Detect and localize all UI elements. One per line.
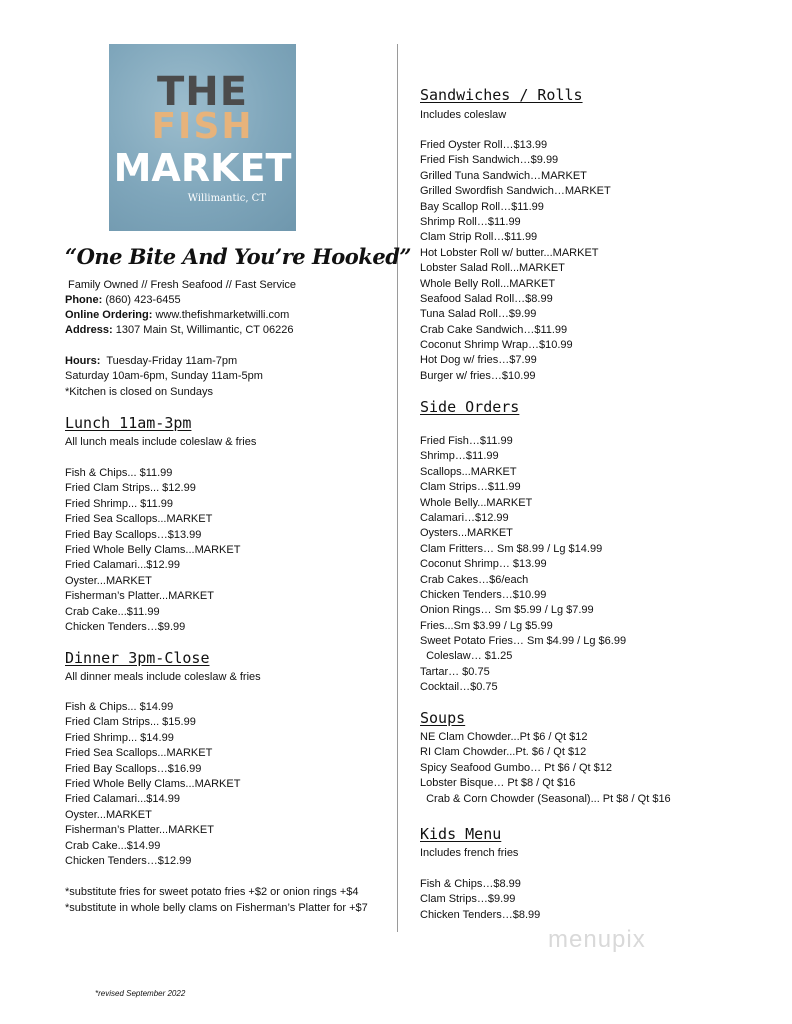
menu-item: Oyster...MARKET — [65, 574, 152, 587]
sides-list — [420, 434, 626, 696]
menu-item: Calamari…$12.99 — [420, 511, 509, 524]
menu-item: Fried Shrimp... $11.99 — [65, 497, 174, 510]
menu-item: Fries...Sm $3.99 / Lg $5.99 — [420, 619, 553, 632]
menu-item: Fried Whole Belly Clams...MARKET — [65, 543, 241, 556]
menu-item: Crab Cakes…$6/each — [420, 573, 529, 586]
online-url: www.thefishmarketwilli.com — [155, 309, 290, 321]
menu-item: Fried Sea Scallops...MARKET — [65, 747, 213, 760]
menu-item: Fried Fish…$11.99 — [420, 435, 513, 447]
menu-item: Grilled Swordfish Sandwich…MARKET — [420, 185, 611, 198]
menu-item: Crab Cake...$11.99 — [65, 605, 160, 618]
dinner-list — [65, 700, 240, 869]
menu-item: Crab & Corn Chowder (Seasonal)... Pt $8 / Qt $16 — [420, 792, 671, 805]
menu-item: Clam Strip Roll…$11.99 — [420, 231, 538, 244]
menu-item: Fried Clam Strips... $12.99 — [65, 482, 196, 495]
menu-item: Fried Oyster Roll…$13.99 — [420, 139, 548, 151]
menu-item: Fried Bay Scallops…$13.99 — [65, 528, 202, 541]
logo-line-fish: FISH — [151, 106, 254, 147]
menu-item: Sweet Potato Fries… Sm $4.99 / Lg $6.99 — [420, 635, 627, 648]
menu-item: Grilled Tuna Sandwich…MARKET — [420, 169, 587, 182]
menu-item: Hot Lobster Roll w/ butter...MARKET — [420, 246, 599, 259]
kids-list — [420, 877, 540, 923]
online-label: Online Ordering: — [65, 309, 153, 321]
tagline: “One Bite And You’re Hooked” — [65, 244, 411, 269]
substitution-note-2: *substitute in whole belly clams on Fisherman’s Platter for +$7 — [65, 902, 368, 914]
menu-item: Fried Sea Scallops...MARKET — [65, 513, 213, 526]
hours-line-3: *Kitchen is closed on Sundays — [65, 386, 213, 398]
menu-item: Oyster...MARKET — [65, 808, 152, 821]
online-line — [65, 308, 289, 322]
dinner-note: All dinner meals include coleslaw & fries — [65, 671, 261, 683]
hours-weekday: Tuesday-Friday 11am-7pm — [106, 355, 238, 367]
menu-item: Whole Belly Roll...MARKET — [420, 277, 556, 290]
menu-item: Oysters...MARKET — [420, 527, 513, 540]
menu-item: Scallops...MARKET — [420, 465, 517, 478]
lunch-note: All lunch meals include coleslaw & fries — [65, 436, 257, 448]
substitution-note-1: *substitute fries for sweet potato fries +$2 or onion rings +$4 — [65, 886, 359, 898]
menu-item: Fried Bay Scallops…$16.99 — [65, 762, 202, 775]
menu-item: Seafood Salad Roll…$8.99 — [420, 292, 553, 305]
menu-item: Chicken Tenders…$10.99 — [420, 588, 547, 601]
lunch-list — [65, 466, 240, 635]
menu-item: Onion Rings… Sm $5.99 / Lg $7.99 — [420, 604, 594, 617]
menu-item: Coconut Shrimp… $13.99 — [420, 558, 547, 571]
menu-item: Clam Strips…$9.99 — [420, 893, 516, 906]
sides-heading: Side Orders — [420, 398, 520, 416]
phone-label: Phone: — [65, 294, 103, 306]
menu-item: Chicken Tenders…$9.99 — [65, 620, 186, 633]
menu-item: Crab Cake...$14.99 — [65, 839, 161, 852]
lunch-heading: Lunch 11am-3pm — [65, 414, 192, 432]
menu-item: NE Clam Chowder...Pt $6 / Qt $12 — [420, 731, 588, 743]
hours-label: Hours: — [65, 355, 101, 367]
address-label: Address: — [65, 324, 113, 336]
hours-line-2: Saturday 10am-6pm, Sunday 11am-5pm — [65, 370, 263, 382]
menu-item: Crab Cake Sandwich…$11.99 — [420, 323, 568, 336]
menu-item: Clam Strips…$11.99 — [420, 481, 521, 494]
subtitle: Family Owned // Fresh Seafood // Fast Service — [68, 279, 297, 291]
menu-item: Shrimp…$11.99 — [420, 450, 499, 463]
address-text: 1307 Main St, Willimantic, CT 06226 — [115, 324, 294, 336]
menu-item: Fried Calamari...$12.99 — [65, 559, 180, 572]
menu-item: Tartar… $0.75 — [420, 665, 490, 678]
menu-item: Coleslaw… $1.25 — [420, 650, 513, 663]
menu-item: Cocktail…$0.75 — [420, 681, 498, 694]
soups-heading: Soups — [420, 709, 466, 727]
menu-item: Shrimp Roll…$11.99 — [420, 215, 521, 228]
menu-item: Clam Fritters… Sm $8.99 / Lg $14.99 — [420, 542, 603, 555]
revised-note: *revised September 2022 — [95, 989, 186, 998]
menu-item: Fish & Chips... $14.99 — [65, 701, 174, 713]
menu-item: Spicy Seafood Gumbo… Pt $6 / Qt $12 — [420, 761, 612, 774]
menu-item: Fried Clam Strips... $15.99 — [65, 716, 196, 729]
phone-line — [65, 293, 181, 307]
menu-item: Fisherman’s Platter...MARKET — [65, 824, 214, 837]
sandwiches-list — [420, 138, 611, 384]
menu-item: Fisherman’s Platter...MARKET — [65, 590, 214, 603]
menu-item: Fish & Chips…$8.99 — [420, 878, 521, 890]
logo-line-the: THE — [156, 69, 249, 115]
menu-item: RI Clam Chowder...Pt. $6 / Qt $12 — [420, 746, 587, 759]
kids-heading: Kids Menu — [420, 825, 502, 843]
soups-list — [420, 730, 671, 807]
menu-item: Fried Fish Sandwich…$9.99 — [420, 154, 559, 167]
sandwiches-note: Includes coleslaw — [420, 109, 507, 121]
menu-item: Hot Dog w/ fries…$7.99 — [420, 354, 537, 367]
menu-item: Coconut Shrimp Wrap…$10.99 — [420, 339, 573, 352]
dinner-heading: Dinner 3pm-Close — [65, 649, 210, 667]
logo-city: Willimantic, CT — [187, 193, 266, 204]
menu-item: Fried Whole Belly Clams...MARKET — [65, 777, 241, 790]
menu-item: Tuna Salad Roll…$9.99 — [420, 308, 537, 321]
menu-item: Chicken Tenders…$12.99 — [65, 854, 192, 867]
menu-item: Whole Belly...MARKET — [420, 496, 533, 509]
restaurant-logo — [109, 44, 296, 231]
column-divider — [397, 44, 398, 932]
menupix-watermark: menupix — [548, 926, 646, 953]
menu-item: Bay Scallop Roll…$11.99 — [420, 200, 544, 213]
menu-item: Fried Shrimp... $14.99 — [65, 731, 174, 744]
address-line — [65, 323, 293, 337]
menu-item: Lobster Bisque… Pt $8 / Qt $16 — [420, 777, 576, 790]
sandwiches-heading: Sandwiches / Rolls — [420, 86, 583, 104]
hours-line-1 — [65, 354, 237, 368]
phone-number: (860) 423-6455 — [105, 294, 181, 306]
logo-line-market: MARKET — [113, 146, 292, 190]
menu-item: Fish & Chips... $11.99 — [65, 467, 173, 479]
menu-item: Burger w/ fries…$10.99 — [420, 369, 536, 382]
menu-item: Lobster Salad Roll...MARKET — [420, 262, 565, 275]
menu-item: Chicken Tenders…$8.99 — [420, 908, 541, 921]
kids-note: Includes french fries — [420, 847, 519, 859]
menu-item: Fried Calamari...$14.99 — [65, 793, 180, 806]
